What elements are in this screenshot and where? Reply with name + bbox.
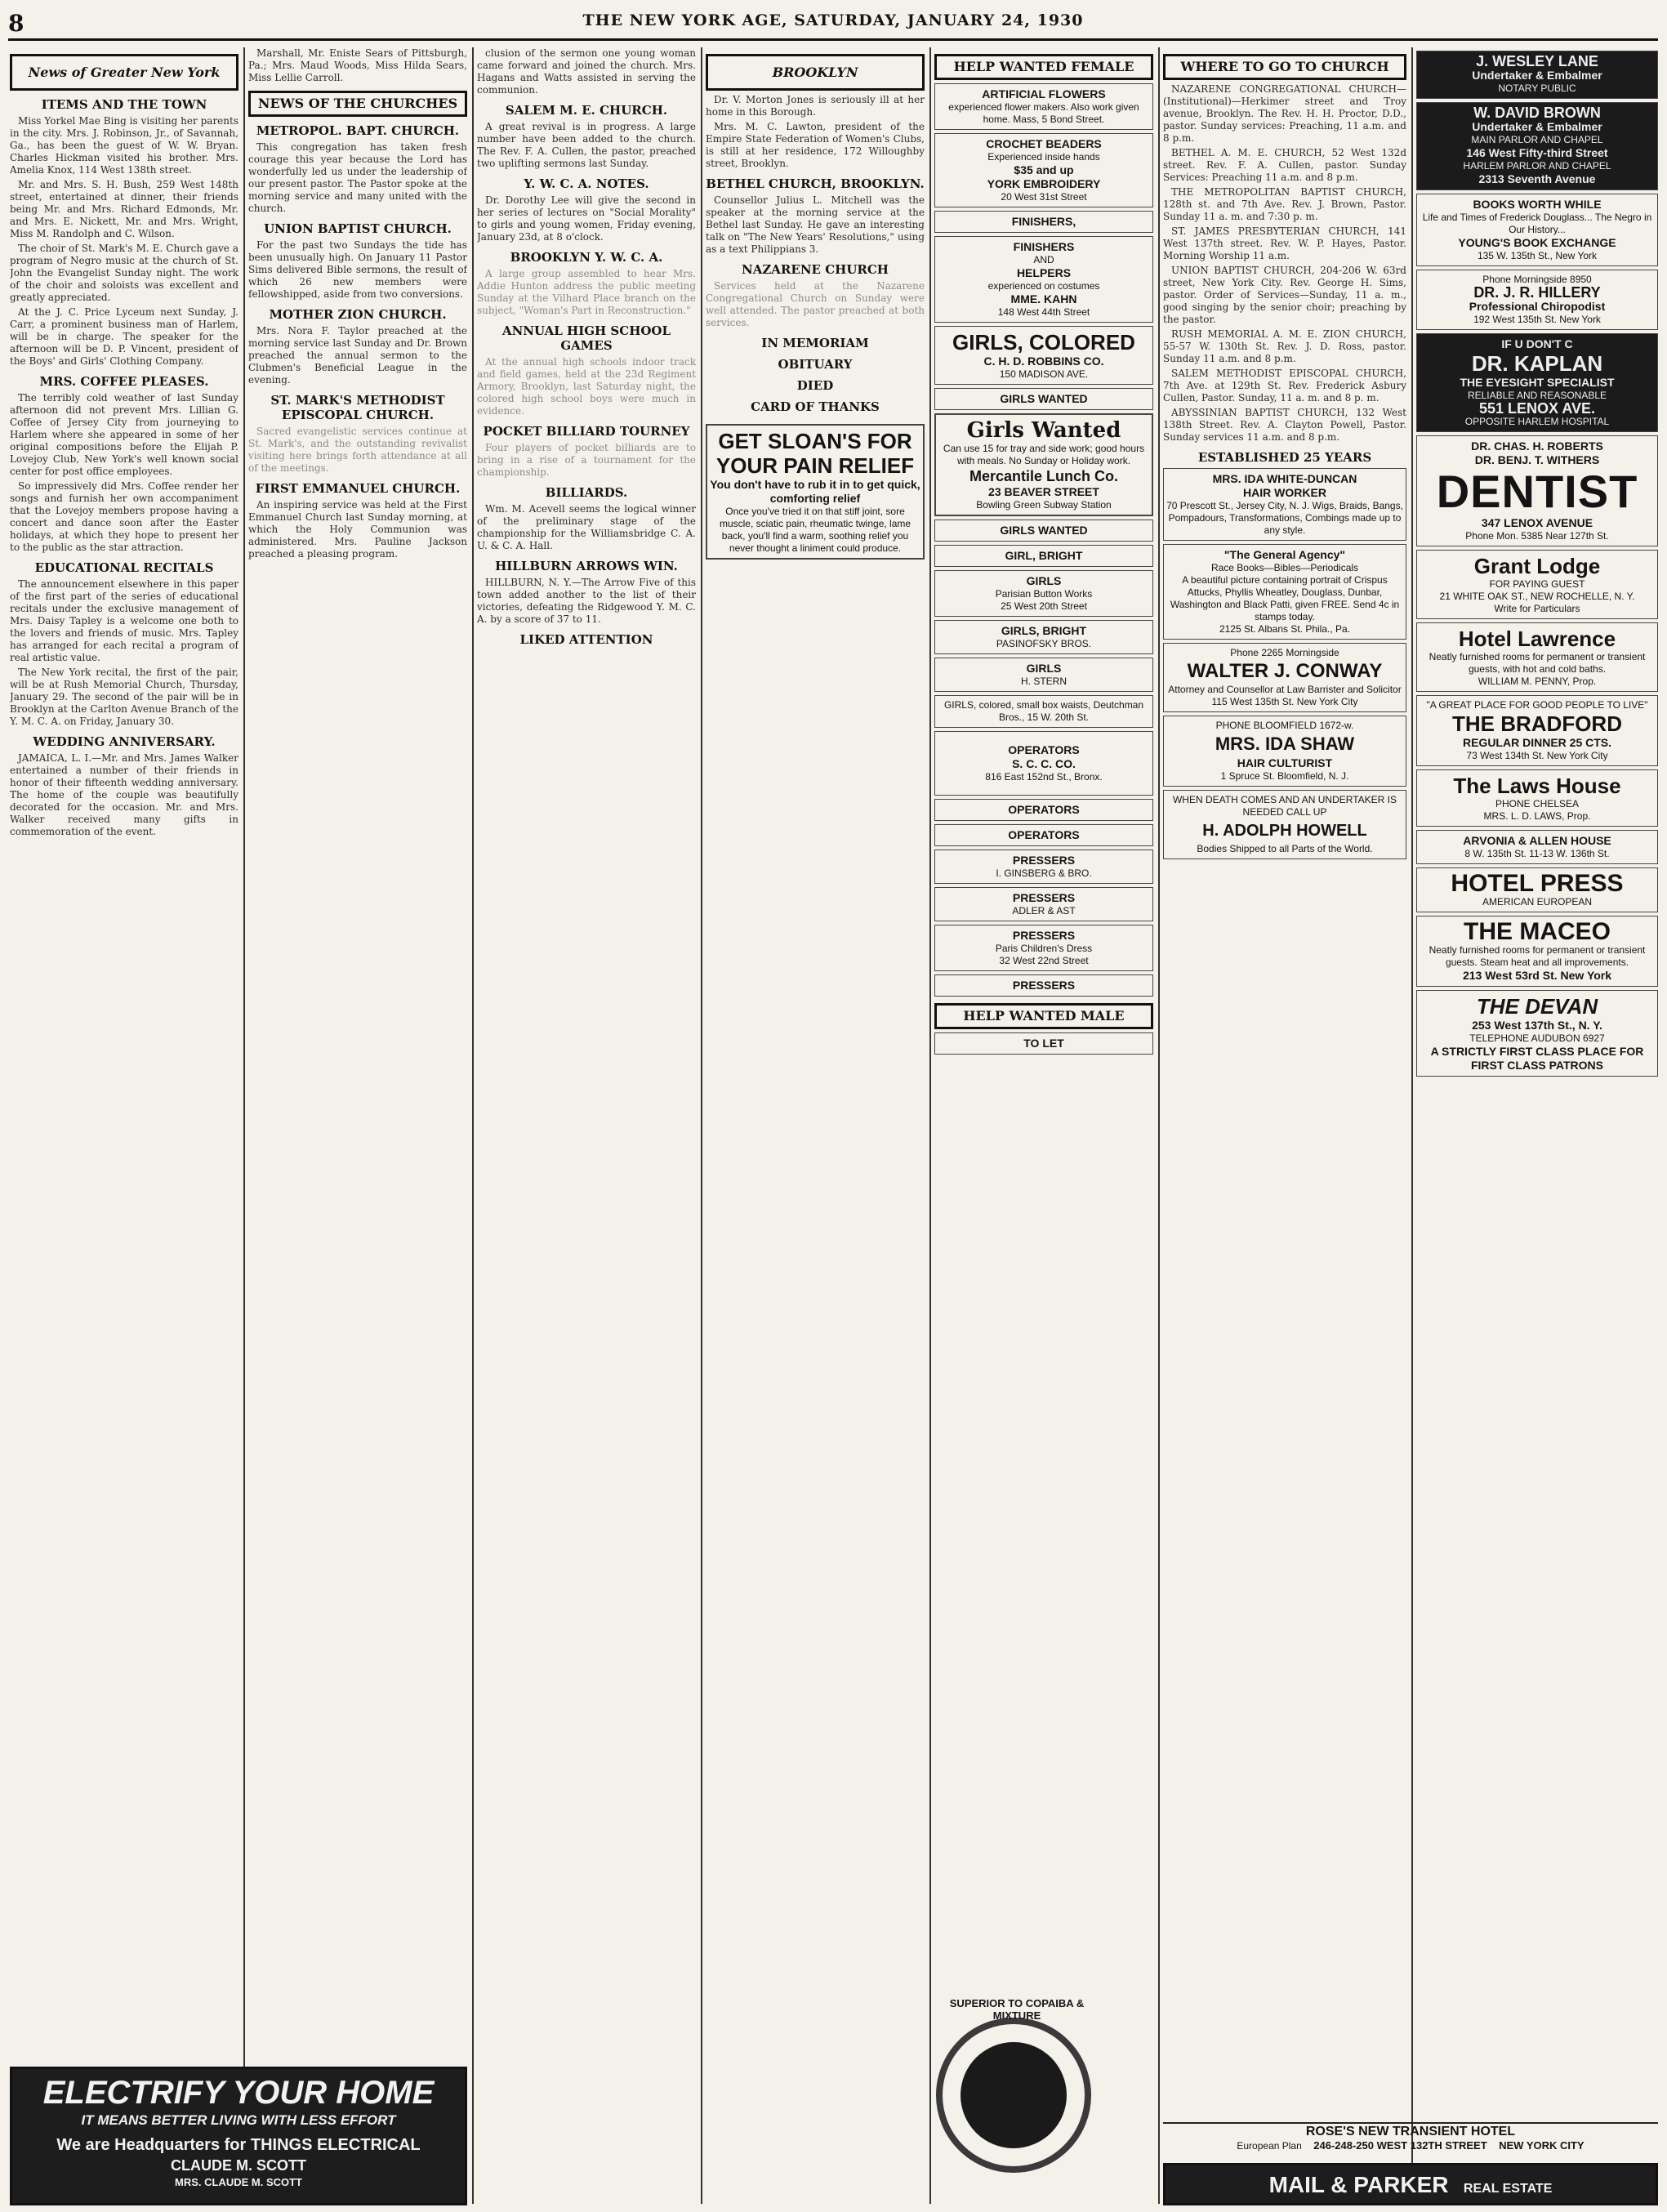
classified-ad: [934, 211, 1153, 233]
classified-ad: [934, 620, 1153, 654]
ad-line: Can use 15 for tray and side work; good hours with meals. No Sunday or Holiday work.: [943, 443, 1145, 466]
ad-line: DR. BENJ. T. WITHERS: [1474, 453, 1600, 466]
ad-line: Undertaker & Embalmer: [1472, 120, 1602, 133]
ad-line: 1 Spruce St. Bloomfield, N. J.: [1220, 770, 1349, 782]
church-listing: THE METROPOLITAN BAPTIST CHURCH, 128th st. and 7th Ave. Rev. J. Brown, Pastor. Sunday 11 a. m. and 7:30 p. m.: [1163, 186, 1406, 222]
ad-line: DR. J. R. HILLERY: [1473, 284, 1601, 301]
column-rule: [701, 47, 702, 2204]
article-paragraph: JAMAICA, L. I.—Mr. and Mrs. James Walker entertained a number of their friends in honor of their fifteenth wedding anniversary. The home of the couple was beautifully decorated for the occasion. Mr. and Mrs. Walker received many gifts in commemoration of the event.: [10, 752, 238, 837]
ad-line: 2125 St. Albans St. Phila., Pa.: [1219, 623, 1351, 635]
ad-line: Phone Morningside 8950: [1482, 274, 1592, 285]
ad-line: 21 WHITE OAK ST., NEW ROCHELLE, N. Y.: [1439, 591, 1635, 602]
hotel-press-ad: [1416, 867, 1658, 912]
ad-line: European Plan: [1237, 2140, 1302, 2152]
ad-line: PRESSERS: [1012, 854, 1076, 867]
article-headline: MOTHER ZION CHURCH.: [269, 307, 447, 322]
church-listing: UNION BAPTIST CHURCH, 204-206 W. 63rd street, New York City. Rev. George H. Sims, pastor. Order of Services—Sunday, 11 a. m., good singing by the senior choir; preaching by the pastor.: [1163, 265, 1406, 325]
article-headline: NAZARENE CHURCH: [742, 262, 889, 277]
article-headline: ST. MARK'S METHODIST EPISCOPAL CHURCH.: [270, 393, 445, 422]
ad-line: I. GINSBERG & BRO.: [996, 867, 1092, 879]
arvonia-allen-ad: [1416, 830, 1658, 864]
article-paragraph: The announcement elsewhere in this paper of the first part of the series of educational recitals under the exclusive management of Mrs. Daisy Tapley is a welcome one both to the lovers and friends of music. Mrs. Tapley has arranged for each recital a program of real artistic value.: [10, 578, 238, 663]
sloans-ad-text: Once you've tried it on that stiff joint, sore muscle, sciatic pain, rheumatic twinge, lame back, you'll find a warm, soothing relief you never thought a liniment could produce.: [719, 506, 912, 554]
dentist-ad: [1416, 435, 1658, 546]
ad-line: RELIABLE AND REASONABLE: [1467, 390, 1607, 401]
ad-line: MAIN PARLOR AND CHAPEL: [1471, 134, 1603, 145]
ad-line: Neatly furnished rooms for permanent or transient guests, with hot and cold baths.: [1429, 651, 1646, 675]
ad-line: 70 Prescott St., Jersey City, N. J. Wigs, Braids, Bangs, Pompadours, Transformations, Combings made up to any style.: [1166, 500, 1403, 536]
ad-line: $35 and up: [1014, 163, 1074, 176]
ad-line: Neatly furnished rooms for permanent or transient guests. Steam heat and all improvements.: [1429, 944, 1646, 968]
article-headline: BETHEL CHURCH, BROOKLYN.: [706, 176, 925, 191]
ad-line: IT MEANS BETTER LIVING WITH LESS EFFORT: [81, 2112, 396, 2128]
sloans-ad-subhead: You don't have to rub it in to get quick, comforting relief: [710, 478, 920, 505]
classified-ad: [934, 545, 1153, 567]
article-paragraph: For the past two Sundays the tide has been unusually high. On January 11 Pastor Sims delivered Bible sermons, the result of which 26 new members were fellowshipped, aside from two conversions.: [248, 239, 467, 300]
copaiba-seal-center: [961, 2042, 1067, 2148]
article-headline: POCKET BILLIARD TOURNEY: [483, 424, 690, 439]
article-headline: METROPOL. BAPT. CHURCH.: [256, 123, 460, 138]
classified-ad: [934, 133, 1153, 207]
ad-line: ROSE'S NEW TRANSIENT HOTEL: [1305, 2125, 1516, 2138]
column-6: [1163, 47, 1406, 2122]
classified-ad: [934, 326, 1153, 385]
section-head-where-to-go-to-church: WHERE TO GO TO CHURCH: [1163, 54, 1406, 80]
section-head-churches: NEWS OF THE CHURCHES: [248, 91, 467, 117]
ad-line: S. C. C. CO.: [1012, 757, 1076, 770]
article-headline: SALEM M. E. CHURCH.: [505, 103, 668, 118]
classified-ad: [934, 850, 1153, 884]
article-paragraph: The New York recital, the first of the pair, will be at Rush Memorial Church, Thursday, January 29. The second of the pair will be in Brooklyn at the Carlton Avenue Branch of the Y. M. C. A. on Friday, January 30.: [10, 667, 238, 727]
page-number: 8: [8, 10, 25, 37]
ad-line: experienced flower makers. Also work given home. Mass, 5 Bond Street.: [948, 101, 1139, 125]
ad-line: 20 West 31st Street: [1001, 191, 1087, 203]
ad-line: FOR PAYING GUEST: [1489, 578, 1585, 590]
howell-undertaker-ad: [1163, 790, 1406, 859]
ad-line: REGULAR DINNER 25 CTS.: [1462, 736, 1612, 749]
section-head-help-wanted-male: HELP WANTED MALE: [934, 1003, 1153, 1029]
ad-line: GIRLS: [1026, 574, 1062, 587]
article-headline: ANNUAL HIGH SCHOOL GAMES: [501, 323, 671, 353]
ad-line: 246-248-250 WEST 132TH STREET: [1313, 2139, 1487, 2152]
column-rule: [472, 47, 474, 2204]
ad-line: PHONE BLOOMFIELD 1672-w.: [1215, 720, 1354, 731]
ad-line: PASINOFSKY BROS.: [996, 638, 1092, 649]
ad-line: HARLEM PARLOR AND CHAPEL: [1463, 160, 1611, 172]
ad-line: HELPERS: [1016, 266, 1072, 279]
article-paragraph: clusion of the sermon one young woman came forward and joined the church. Mrs. Hagans and Watts assisted in serving the communion.: [477, 47, 696, 96]
article-headline: HILLBURN ARROWS WIN.: [495, 559, 678, 573]
brown-undertaker-ad: [1416, 102, 1658, 190]
lane-undertaker-ad: [1416, 51, 1658, 99]
ad-line: GIRLS WANTED: [1000, 524, 1088, 537]
ad-line: WILLIAM M. PENNY, Prop.: [1478, 676, 1597, 687]
ad-line: WHEN DEATH COMES AND AN UNDERTAKER IS NEEDED CALL UP: [1172, 794, 1397, 818]
ad-line: AMERICAN EUROPEAN: [1482, 896, 1593, 908]
ad-line: A beautiful picture containing portrait of Crispus Attucks, Phyllis Wheatley, Douglass, Dunbar, Washington and Black Patti, given FREE. Send 4c in stamps today.: [1170, 574, 1400, 622]
article-paragraph: Marshall, Mr. Eniste Sears of Pittsburgh, Pa.; Mrs. Maud Woods, Miss Hilda Sears, Miss Lellie Carroll.: [248, 47, 467, 83]
church-listing: ST. JAMES PRESBYTERIAN CHURCH, 141 West 137th street. Rev. W. P. Hayes, Pastor. Morning Worship 11 a.m.: [1163, 225, 1406, 261]
chiropodist-ad: [1416, 270, 1658, 330]
article-paragraph: Dr. Dorothy Lee will give the second in her series of lectures on "Social Morality" to girls and young women, Friday evening, January 23d, at 8 o'clock.: [477, 194, 696, 243]
classified-ad: [934, 658, 1153, 692]
ad-line: GIRL, BRIGHT: [1005, 549, 1083, 562]
ad-line: Parisian Button Works: [995, 588, 1093, 600]
article-headline: LIKED ATTENTION: [519, 632, 653, 647]
section-head-help-wanted-female: HELP WANTED FEMALE: [934, 54, 1153, 80]
article-headline: MRS. COFFEE PLEASES.: [39, 374, 209, 389]
ad-line: GIRLS, colored, small box waists, Deutchman Bros., 15 W. 20th St.: [943, 699, 1144, 723]
eyesight-specialist-ad: [1416, 333, 1658, 432]
ad-line: 253 West 137th St., N. Y.: [1472, 1019, 1602, 1032]
section-head-brooklyn: BROOKLYN: [706, 54, 925, 91]
article-paragraph: So impressively did Mrs. Coffee render her songs and furnish her own accompaniment that the Lovejoy members propose having a concert and dance soon after the Easter holidays, at which they hope to present her to the public as the star attraction.: [10, 480, 238, 553]
ad-line: Attorney and Counsellor at Law Barrister and Solicitor: [1168, 684, 1402, 695]
ad-line: 73 West 134th St. New York City: [1466, 750, 1608, 761]
article-paragraph: Counsellor Julius L. Mitchell was the speaker at the morning service at the Bethel last Sunday. He gave an interesting talk on "The New Years' Resolutions," using as a text Philippians 3.: [706, 194, 925, 255]
grant-lodge-ad: [1416, 550, 1658, 619]
ad-line: CLAUDE M. SCOTT: [171, 2157, 306, 2174]
sloans-ad: [706, 424, 925, 560]
ad-line: A STRICTLY FIRST CLASS PLACE FOR FIRST CLASS PATRONS: [1430, 1045, 1644, 1072]
masthead: [8, 7, 1658, 41]
ad-line: Race Books—Bibles—Periodicals: [1210, 562, 1359, 573]
church-listing: RUSH MEMORIAL A. M. E. ZION CHURCH, 55-57 W. 130th St. Rev. J. D. Ross, pastor. Sunday 11 a.m. and 8 p.m.: [1163, 328, 1406, 364]
ad-line: 146 West Fifty-third Street: [1466, 146, 1608, 159]
ad-line: 816 East 152nd St., Bronx.: [985, 771, 1103, 783]
classified-ad: [934, 799, 1153, 821]
column-5: [934, 47, 1153, 2204]
article-paragraph: Four players of pocket billiards are to bring in a rise of a tournament for the championship.: [477, 442, 696, 478]
classified-ad: [934, 974, 1153, 997]
ad-line: FINISHERS: [1013, 240, 1075, 253]
ad-line: 148 West 44th Street: [997, 306, 1090, 318]
ad-line: "The General Agency": [1224, 548, 1346, 561]
ad-line: Phone 2265 Morningside: [1230, 647, 1339, 658]
classified-ad: [934, 824, 1153, 846]
ad-line: 2313 Seventh Avenue: [1478, 172, 1596, 185]
ad-line: MME. KAHN: [1010, 292, 1077, 305]
column-rule: [929, 47, 931, 2204]
article-headline: OBITUARY: [778, 357, 853, 372]
ad-line: 213 West 53rd St. New York: [1462, 969, 1612, 982]
ad-line: We are Headquarters for THINGS ELECTRICAL: [56, 2136, 421, 2154]
ad-line: Bodies Shipped to all Parts of the World.: [1197, 843, 1373, 854]
article-paragraph: A large group assembled to hear Mrs. Addie Hunton address the public meeting Sunday at the Vilhard Place branch on the subject, "Woman's Part in Reconstruction.": [477, 268, 696, 316]
column-2: [248, 47, 467, 2057]
article-paragraph: Mrs. M. C. Lawton, president of the Empire State Federation of Women's Clubs, is still at her residence, 172 Willoughby street, Brooklyn.: [706, 121, 925, 169]
article-paragraph: Mr. and Mrs. S. H. Bush, 259 West 148th street, entertained at dinner, their friends being Mr. and Mrs. Richard Edmonds, Mr. and Mrs. E. Nickett, Mr. and Mrs. Wright, Miss M. Randolph and C. Wilson.: [10, 179, 238, 239]
ad-line: TO LET: [1023, 1037, 1064, 1050]
ad-line: Girls Wanted: [966, 418, 1121, 443]
article-paragraph: An inspiring service was held at the First Emmanuel Church last Sunday morning, at which the Holy Communion was administered. Mrs. Pauline Jackson preached a pleasing program.: [248, 499, 467, 560]
ad-line: Experienced inside hands: [987, 151, 1100, 163]
ad-line: WALTER J. CONWAY: [1187, 660, 1383, 682]
ad-line: FINISHERS,: [1011, 215, 1076, 228]
ad-line: PRESSERS: [1012, 979, 1076, 992]
ad-line: 347 LENOX AVENUE: [1481, 516, 1593, 529]
classified-ad: [934, 570, 1153, 617]
ad-line: 551 LENOX AVE.: [1478, 400, 1596, 417]
article-headline: FIRST EMMANUEL CHURCH.: [255, 481, 461, 496]
classified-ad-mercantile-lunch: [934, 413, 1153, 516]
ad-line: "A GREAT PLACE FOR GOOD PEOPLE TO LIVE": [1426, 699, 1648, 711]
article-paragraph: Mrs. Nora F. Taylor preached at the morning service last Sunday and Dr. Brown preached the annual sermon to the Clubmen's Beneficial League in the evening.: [248, 325, 467, 386]
ad-line: THE EYESIGHT SPECIALIST: [1460, 376, 1615, 389]
article-headline: BROOKLYN Y. W. C. A.: [510, 250, 663, 265]
ad-line: 192 West 135th St. New York: [1473, 314, 1601, 325]
ad-line: Phone Mon. 5385 Near 127th St.: [1465, 530, 1609, 542]
electrify-home-ad: [10, 2067, 467, 2205]
ad-line: H. STERN: [1020, 676, 1067, 687]
column-rule: [1158, 47, 1160, 2204]
ad-line: OPERATORS: [1008, 743, 1080, 756]
ad-line: 23 BEAVER STREET: [988, 485, 1099, 498]
ad-line: Mercantile Lunch Co.: [969, 468, 1119, 484]
roses-hotel-details: [1163, 2138, 1658, 2153]
classified-ad: [934, 83, 1153, 130]
ad-line: DENTIST: [1436, 466, 1638, 517]
article-paragraph: A great revival is in progress. A large number have been added to the church. The Rev. F. A. Cullen, the pastor, preached two uplifting sermons last Sunday.: [477, 121, 696, 169]
book-exchange-ad: [1416, 194, 1658, 266]
ad-line: BOOKS WORTH WHILE: [1473, 198, 1602, 211]
column-3: [477, 47, 696, 2204]
masthead-title: THE NEW YORK AGE, SATURDAY, JANUARY 24, 1930: [582, 11, 1084, 29]
ad-line: CROCHET BEADERS: [986, 137, 1102, 150]
article-paragraph: At the J. C. Price Lyceum next Sunday, J. Carr, a prominent business man of Harlem, will be in charge. The speaker for the afternoon will be D. P. Vincent, president of the Boys' and Girls' Clothing Company.: [10, 306, 238, 367]
ad-line: DR. CHAS. H. ROBERTS: [1471, 439, 1603, 453]
ad-line: DR. KAPLAN: [1471, 351, 1603, 376]
ad-line: MRS. L. D. LAWS, Prop.: [1483, 810, 1591, 822]
ad-line: Undertaker & Embalmer: [1472, 69, 1602, 82]
ad-line: ARVONIA & ALLEN HOUSE: [1463, 834, 1611, 847]
ad-line: PRESSERS: [1012, 929, 1076, 942]
ad-line: 25 West 20th Street: [1001, 600, 1087, 612]
ad-line: experienced on costumes: [987, 280, 1100, 292]
ad-line: MRS. CLAUDE M. SCOTT: [175, 2176, 302, 2188]
ad-line: 8 W. 135th St. 11-13 W. 136th St.: [1464, 848, 1610, 859]
ad-line: GIRLS, BRIGHT: [1001, 624, 1087, 637]
ad-line: HAIR WORKER: [1243, 486, 1326, 499]
classified-ad: [934, 695, 1153, 728]
ad-line: GIRLS WANTED: [1000, 392, 1088, 405]
ad-line: W. DAVID BROWN: [1473, 105, 1601, 121]
ad-line: PHONE CHELSEA: [1495, 798, 1580, 809]
classified-ad: [934, 388, 1153, 410]
ad-line: MAIL & PARKER: [1268, 2172, 1449, 2197]
ad-line: C. H. D. ROBBINS CO.: [983, 355, 1104, 368]
column-1: [10, 47, 238, 2057]
article-paragraph: HILLBURN, N. Y.—The Arrow Five of this town added another to the list of their victories, defeating the Ridgewood Y. M. C. A. by a score of 37 to 11.: [477, 577, 696, 625]
mail-parker-ad: [1163, 2163, 1658, 2205]
article-headline: UNION BAPTIST CHURCH.: [264, 221, 452, 236]
ad-line: Write for Particulars: [1494, 603, 1580, 614]
article-paragraph: Wm. M. Acevell seems the logical winner of the preliminary stage of the championship for the Williamsbridge C. A. U. & C. A. Hall.: [477, 503, 696, 551]
church-listing: NAZARENE CONGREGATIONAL CHURCH—(Institutional)—Herkimer street and Troy avenue, Brooklyn. The Rev. H. H. Proctor, D.D., pastor. Sunday services: Preaching, 11 a.m. and 8 p.m.: [1163, 83, 1406, 144]
classified-ad: [934, 1032, 1153, 1055]
article-headline: EDUCATIONAL RECITALS: [34, 560, 214, 575]
classified-ad: [934, 925, 1153, 971]
classified-ad: [934, 887, 1153, 921]
ad-line: 32 West 22nd Street: [999, 955, 1089, 966]
article-paragraph: The terribly cold weather of last Sunday afternoon did not prevent Mrs. Lillian G. Coffee of Jersey City from journeying to Harlem where she appeared in some of her original compositions before the Elijah P. Lovejoy Club, New York's well known social center for post office employees.: [10, 392, 238, 477]
article-paragraph: This congregation has taken fresh courage this year because the Lord has wonderfully led us under the leadership of our present pastor. The Pastor spoke at the morning service and many united with the church.: [248, 141, 467, 214]
ad-line: THE BRADFORD: [1452, 711, 1622, 736]
column-7: [1416, 47, 1658, 2122]
ad-headline: ESTABLISHED 25 YEARS: [1197, 450, 1372, 465]
ad-line: 135 W. 135th St., New York: [1477, 250, 1598, 261]
column-rule: [243, 47, 245, 2204]
ad-line: Bowling Green Subway Station: [976, 499, 1112, 511]
ad-line: YORK EMBROIDERY: [987, 177, 1101, 190]
classified-ad: [934, 236, 1153, 323]
church-listing: BETHEL A. M. E. CHURCH, 52 West 132d street. Rev. F. A. Cullen, pastor. Sunday Services: Preaching 11 a.m. and 8 p.m.: [1163, 147, 1406, 183]
article-headline: DIED: [796, 378, 834, 393]
hotel-lawrence-ad: [1416, 622, 1658, 692]
article-headline: Y. W. C. A. NOTES.: [524, 176, 649, 191]
ad-line: IF U DON'T C: [1501, 337, 1573, 350]
ad-line: J. WESLEY LANE: [1476, 53, 1598, 69]
article-paragraph: Sacred evangelistic services continue at St. Mark's, and the outstanding revivalist visiting here brings forth attendance at all of the meetings.: [248, 426, 467, 474]
ad-line: ADLER & AST: [1012, 905, 1076, 916]
ad-line: HAIR CULTURIST: [1237, 756, 1333, 769]
church-listing: ABYSSINIAN BAPTIST CHURCH, 132 West 138th Street. Rev. A. Clayton Powell, Pastor. Sunday services 11 a.m. and 8 p.m.: [1163, 407, 1406, 443]
ad-line: THE DEVAN: [1476, 994, 1598, 1019]
ad-line: HOTEL PRESS: [1451, 870, 1624, 897]
ad-line: OPERATORS: [1008, 828, 1080, 841]
article-headline: IN MEMORIAM: [761, 336, 869, 350]
ida-shaw-ad: [1163, 716, 1406, 787]
article-headline: BILLIARDS.: [545, 485, 628, 500]
ad-line: MRS. IDA WHITE-DUNCAN: [1212, 472, 1357, 485]
ad-line: The Laws House: [1453, 774, 1621, 798]
ad-line: ARTIFICIAL FLOWERS: [982, 87, 1106, 100]
ad-line: GIRLS, COLORED: [952, 330, 1135, 355]
maceo-ad: [1416, 916, 1658, 987]
sloans-ad-headline: GET SLOAN'S FOR YOUR PAIN RELIEF: [715, 429, 915, 478]
column-rule: [1411, 47, 1413, 2204]
copaiba-seal-caption: SUPERIOR TO COPAIBA & MIXTURE: [949, 1997, 1085, 2022]
laws-house-ad: [1416, 769, 1658, 827]
ad-line: Paris Children's Dress: [995, 943, 1093, 954]
article-paragraph: Dr. V. Morton Jones is seriously ill at her home in this Borough.: [706, 94, 925, 118]
section-head-greater-new-york: News of Greater New York: [10, 54, 238, 91]
article-headline: CARD OF THANKS: [751, 399, 880, 414]
ad-line: Professional Chiropodist: [1469, 300, 1606, 313]
ad-line: OPPOSITE HARLEM HOSPITAL: [1464, 416, 1610, 427]
general-agency-ad: [1163, 544, 1406, 640]
ad-line: ELECTRIFY YOUR HOME: [42, 2075, 435, 2111]
subhead-items: ITEMS AND THE TOWN: [41, 97, 207, 112]
article-paragraph: At the annual high schools indoor track and field games, held at the 23d Regiment Armory, Brooklyn, last Saturday night, the colored high school boys were much in evidence.: [477, 356, 696, 417]
church-listing: SALEM METHODIST EPISCOPAL CHURCH, 7th Ave. at 129th St. Rev. Frederick Asbury Cullen, Pastor. Sunday, 11 a. m. and 8 p. m.: [1163, 368, 1406, 404]
classified-ad: [934, 520, 1153, 542]
ad-line: NEW YORK CITY: [1499, 2139, 1585, 2152]
devan-ad: [1416, 990, 1658, 1077]
ad-line: REAL ESTATE: [1463, 2182, 1553, 2196]
article-headline: WEDDING ANNIVERSARY.: [33, 734, 216, 749]
ad-line: TELEPHONE AUDUBON 6927: [1469, 1032, 1605, 1044]
ad-line: THE MACEO: [1464, 918, 1611, 945]
ad-line: Life and Times of Frederick Douglass... The Negro in Our History...: [1422, 212, 1652, 235]
ad-line: MRS. IDA SHAW: [1215, 734, 1355, 754]
conway-ad: [1163, 643, 1406, 712]
column-4: [706, 47, 925, 2204]
article-paragraph: The choir of St. Mark's M. E. Church gave a program of Negro music at the church of St. John the Evangelist Sunday night. The work of the choir and soloists was excellent and greatly appreciated.: [10, 243, 238, 303]
bradford-ad: [1416, 695, 1658, 766]
ad-line: 150 MADISON AVE.: [999, 368, 1089, 380]
article-paragraph: Services held at the Nazarene Congregational Church on Sunday were well attended. The pastor preached at both services.: [706, 280, 925, 328]
hair-worker-ad: [1163, 468, 1406, 541]
ad-line: PRESSERS: [1012, 891, 1076, 904]
ad-line: GIRLS: [1026, 662, 1062, 675]
ad-line: YOUNG'S BOOK EXCHANGE: [1458, 236, 1616, 249]
ad-line: Grant Lodge: [1473, 554, 1601, 578]
ad-line: OPERATORS: [1008, 803, 1080, 816]
article-paragraph: Miss Yorkel Mae Bing is visiting her parents in the city. Mrs. J. Robinson, Jr., of Savannah, Ga., has been the guest of W. W. Bryan. Charles Hickman visited his brother. Mrs. Amelia Knox, 114 West 138th street.: [10, 115, 238, 176]
ad-line: H. ADOLPH HOWELL: [1202, 822, 1367, 840]
ad-line: Hotel Lawrence: [1458, 627, 1616, 651]
ad-line: 115 West 135th St. New York City: [1211, 696, 1358, 707]
ad-line: AND: [1033, 254, 1054, 265]
classified-ad: [934, 731, 1153, 796]
ad-line: NOTARY PUBLIC: [1498, 83, 1576, 94]
